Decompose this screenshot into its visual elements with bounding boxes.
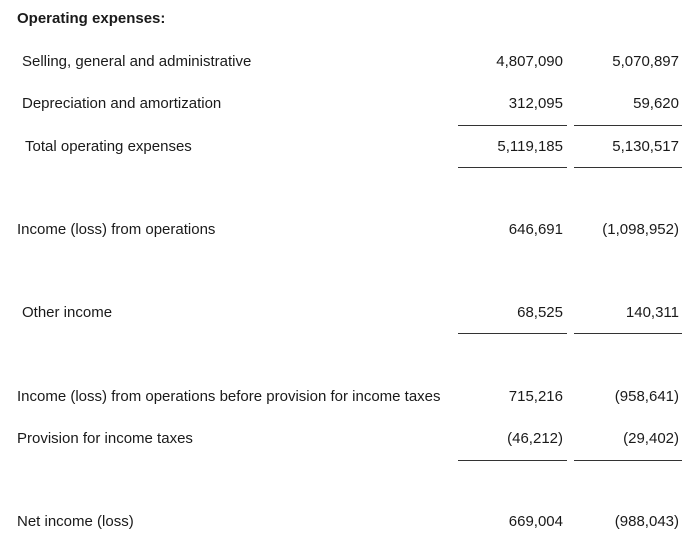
underline-depreciation-col2 [574,125,682,126]
row-value-total-operating-expenses-col1: 5,119,185 [497,138,563,155]
row-value-other-income-col2: 140,311 [625,304,679,321]
row-label-income-before-taxes: Income (loss) from operations before provision for income taxes [17,388,441,405]
row-value-sga-col2: 5,070,897 [612,53,679,70]
underline-other-income-col1 [458,333,567,334]
underline-other-income-col2 [574,333,682,334]
underline-provision-col1 [458,460,567,461]
row-value-depreciation-col1: 312,095 [508,95,563,112]
underline-provision-col2 [574,460,682,461]
row-label-depreciation: Depreciation and amortization [22,95,222,112]
row-value-income-before-taxes-col2: (958,641) [614,388,679,405]
row-value-income-before-taxes-col1: 715,216 [508,388,563,405]
underline-total-operating-expenses-col1 [458,167,567,168]
underline-total-operating-expenses-col2 [574,167,682,168]
row-label-net-income: Net income (loss) [17,513,134,530]
row-label-other-income: Other income [22,304,113,321]
row-value-provision-for-income-taxes-col1: (46,212) [507,430,563,447]
row-value-net-income-col1: 669,004 [508,513,563,530]
row-label-income-from-operations: Income (loss) from operations [17,221,216,238]
row-label-sga: Selling, general and administrative [22,53,252,70]
row-value-other-income-col1: 68,525 [517,304,563,321]
row-value-net-income-col2: (988,043) [614,513,679,530]
row-value-income-from-operations-col1: 646,691 [508,221,563,238]
row-value-income-from-operations-col2: (1,098,952) [602,221,679,238]
row-label-total-operating-expenses: Total operating expenses [25,138,192,155]
row-value-sga-col1: 4,807,090 [496,53,563,70]
row-value-total-operating-expenses-col2: 5,130,517 [612,138,679,155]
row-value-provision-for-income-taxes-col2: (29,402) [623,430,679,447]
underline-depreciation-col1 [458,125,567,126]
row-label-provision-for-income-taxes: Provision for income taxes [17,430,193,447]
section-heading-operating-expenses: Operating expenses: [17,10,166,27]
row-value-depreciation-col2: 59,620 [633,95,679,112]
